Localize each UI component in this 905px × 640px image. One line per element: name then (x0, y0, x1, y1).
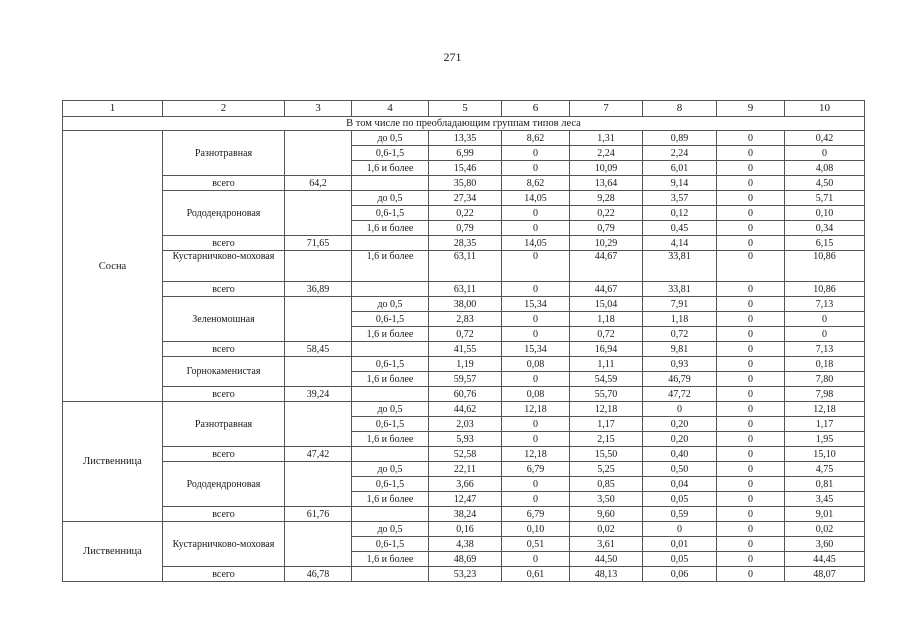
table-cell: 15,34 (502, 297, 570, 312)
table-cell (352, 282, 429, 297)
table-cell: 0 (785, 312, 865, 327)
table-cell: 7,13 (785, 342, 865, 357)
table-cell: 0 (717, 221, 785, 236)
table-cell: 48,69 (429, 552, 502, 567)
table-row (63, 297, 865, 312)
table-cell: 0 (717, 191, 785, 206)
table-cell (285, 357, 352, 387)
species-cell: Лиственница (63, 522, 163, 582)
table-cell: 0,61 (502, 567, 570, 582)
header-cell: 10 (785, 101, 865, 117)
table-cell: 14,05 (502, 191, 570, 206)
table-cell: 44,67 (570, 282, 643, 297)
table-cell: 0,6-1,5 (352, 312, 429, 327)
table-cell: 46,78 (285, 567, 352, 582)
table-cell: 6,15 (785, 236, 865, 251)
table-cell: 0,93 (643, 357, 717, 372)
table-cell: 1,95 (785, 432, 865, 447)
table-cell: 38,24 (429, 507, 502, 522)
table-cell: 63,11 (429, 251, 502, 282)
table-cell: 0 (502, 552, 570, 567)
table-row (63, 522, 865, 537)
table-cell: 0 (717, 176, 785, 191)
total-label: всего (163, 342, 285, 357)
table-cell: до 0,5 (352, 131, 429, 146)
table-cell: 27,34 (429, 191, 502, 206)
table-cell: до 0,5 (352, 297, 429, 312)
table-cell: 2,83 (429, 312, 502, 327)
table-cell (285, 462, 352, 507)
table-cell: 0 (717, 282, 785, 297)
table-cell: 5,71 (785, 191, 865, 206)
table-cell: 4,50 (785, 176, 865, 191)
table-cell: 4,14 (643, 236, 717, 251)
total-label: всего (163, 176, 285, 191)
table-cell: 3,60 (785, 537, 865, 552)
table-cell: 0,6-1,5 (352, 206, 429, 221)
table-cell: 0 (502, 312, 570, 327)
table-cell: 1,6 и более (352, 372, 429, 387)
table-cell: 0,06 (643, 567, 717, 582)
table-cell: 9,01 (785, 507, 865, 522)
forest-type-cell: Кустарничково-моховая (163, 251, 285, 282)
table-cell: 1,17 (570, 417, 643, 432)
table-cell: 0 (717, 342, 785, 357)
table-cell: до 0,5 (352, 402, 429, 417)
table-cell: 0,22 (570, 206, 643, 221)
table-row-total (63, 447, 865, 462)
header-cell: 4 (352, 101, 429, 117)
table-cell: 0 (717, 492, 785, 507)
table-cell (352, 507, 429, 522)
table-cell: 41,55 (429, 342, 502, 357)
table-cell: 0 (717, 567, 785, 582)
table-cell: 0,10 (785, 206, 865, 221)
table-cell: 15,34 (502, 342, 570, 357)
table-cell: 38,00 (429, 297, 502, 312)
table-cell: 6,79 (502, 507, 570, 522)
table-cell: 1,18 (643, 312, 717, 327)
table-cell: 3,61 (570, 537, 643, 552)
table-cell: 0,34 (785, 221, 865, 236)
table-cell (285, 522, 352, 567)
table-cell: 1,31 (570, 131, 643, 146)
table-cell: 6,01 (643, 161, 717, 176)
table-cell: 0,22 (429, 206, 502, 221)
table-cell: 0,01 (643, 537, 717, 552)
table-cell: 0,42 (785, 131, 865, 146)
forest-type-cell: Кустарничково-моховая (163, 522, 285, 567)
table-cell: 71,65 (285, 236, 352, 251)
table-row-total (63, 342, 865, 357)
table-cell: 0 (717, 357, 785, 372)
table-cell: 7,91 (643, 297, 717, 312)
table-cell: 2,24 (643, 146, 717, 161)
table-cell (352, 342, 429, 357)
forest-type-cell: Разнотравная (163, 131, 285, 176)
table-cell: 63,11 (429, 282, 502, 297)
table-cell: 0,10 (502, 522, 570, 537)
forest-types-table (62, 100, 865, 582)
table-cell: 0,72 (429, 327, 502, 342)
table-cell: 7,80 (785, 372, 865, 387)
table-cell: до 0,5 (352, 191, 429, 206)
table-cell: 0 (502, 477, 570, 492)
table-cell: 3,45 (785, 492, 865, 507)
table-cell: 0 (717, 507, 785, 522)
table-cell: 9,28 (570, 191, 643, 206)
table-cell: 64,2 (285, 176, 352, 191)
table-cell (352, 236, 429, 251)
table-cell: 0 (717, 537, 785, 552)
table-cell: 2,03 (429, 417, 502, 432)
table-cell: 7,98 (785, 387, 865, 402)
table-cell: 0,59 (643, 507, 717, 522)
table-cell: 28,35 (429, 236, 502, 251)
table-cell: 0 (502, 492, 570, 507)
table-cell: 0 (785, 327, 865, 342)
table-cell: 0 (717, 522, 785, 537)
table-cell: 1,19 (429, 357, 502, 372)
table-row (63, 357, 865, 372)
table-cell: 0 (502, 282, 570, 297)
table-cell: 0 (502, 221, 570, 236)
table-cell: 3,50 (570, 492, 643, 507)
table-cell: 3,57 (643, 191, 717, 206)
table-cell: 9,14 (643, 176, 717, 191)
table-row (63, 131, 865, 146)
total-label: всего (163, 387, 285, 402)
table-cell: 0,40 (643, 447, 717, 462)
table-cell: 47,42 (285, 447, 352, 462)
table-cell: 0,79 (570, 221, 643, 236)
table-cell: 47,72 (643, 387, 717, 402)
table-cell: 0 (643, 522, 717, 537)
table-cell (352, 387, 429, 402)
table-cell: 0,6-1,5 (352, 537, 429, 552)
table-cell (285, 191, 352, 236)
table-row-total (63, 387, 865, 402)
table-cell: 0,89 (643, 131, 717, 146)
header-cell: 2 (163, 101, 285, 117)
table-cell (352, 447, 429, 462)
table-cell: 0 (717, 417, 785, 432)
table-cell: 12,18 (502, 402, 570, 417)
table-cell: 8,62 (502, 131, 570, 146)
table-cell: 0 (717, 447, 785, 462)
table-cell: 0,05 (643, 492, 717, 507)
table-cell: 1,6 и более (352, 552, 429, 567)
table-row (63, 191, 865, 206)
table-cell: 0,05 (643, 552, 717, 567)
table-cell: 0 (717, 462, 785, 477)
table-cell: 0 (502, 251, 570, 282)
table-row-total (63, 507, 865, 522)
table-cell: 1,17 (785, 417, 865, 432)
table-row (63, 251, 865, 282)
table-row (63, 402, 865, 417)
table-row-total (63, 567, 865, 582)
species-cell: Лиственница (63, 402, 163, 522)
table-cell: 0,6-1,5 (352, 146, 429, 161)
table-cell: 61,76 (285, 507, 352, 522)
table-cell: 0 (717, 552, 785, 567)
table-cell: 0 (502, 417, 570, 432)
table-cell: 2,15 (570, 432, 643, 447)
table-cell: 0 (717, 402, 785, 417)
table-cell: 0 (502, 432, 570, 447)
forest-type-cell: Рододендроновая (163, 462, 285, 507)
table-cell: 5,25 (570, 462, 643, 477)
table-cell: 44,50 (570, 552, 643, 567)
table-cell: 0,6-1,5 (352, 417, 429, 432)
table-cell: 16,94 (570, 342, 643, 357)
forest-type-cell: Рододендроновая (163, 191, 285, 236)
table-cell: 59,57 (429, 372, 502, 387)
table-cell: 1,6 и более (352, 492, 429, 507)
table-cell: 0 (502, 206, 570, 221)
table-cell (285, 251, 352, 282)
table-row (63, 462, 865, 477)
table-cell: 4,38 (429, 537, 502, 552)
table-cell: 0,6-1,5 (352, 357, 429, 372)
header-cell: 1 (63, 101, 163, 117)
table-cell: 0 (717, 432, 785, 447)
table-cell: 0,08 (502, 357, 570, 372)
forest-type-cell: Горнокаменистая (163, 357, 285, 387)
table-cell: 9,81 (643, 342, 717, 357)
table-cell: 13,35 (429, 131, 502, 146)
table-cell: 12,47 (429, 492, 502, 507)
header-cell: 8 (643, 101, 717, 117)
table-cell: 4,08 (785, 161, 865, 176)
table-cell: 6,79 (502, 462, 570, 477)
table-cell: 22,11 (429, 462, 502, 477)
table-cell: 44,67 (570, 251, 643, 282)
table-cell: 0,02 (785, 522, 865, 537)
table-cell: 0 (717, 387, 785, 402)
table-cell: 9,60 (570, 507, 643, 522)
table-cell: 46,79 (643, 372, 717, 387)
total-label: всего (163, 507, 285, 522)
table-cell: 3,66 (429, 477, 502, 492)
table-row-total (63, 176, 865, 191)
table-cell: 12,18 (502, 447, 570, 462)
table-row-total (63, 282, 865, 297)
table-cell: 1,6 и более (352, 161, 429, 176)
table-cell: 60,76 (429, 387, 502, 402)
table-cell: 1,18 (570, 312, 643, 327)
table-cell: 14,05 (502, 236, 570, 251)
table-cell: 0,20 (643, 417, 717, 432)
table-cell: 0 (717, 206, 785, 221)
table-cell: 0 (717, 236, 785, 251)
table-cell: 48,13 (570, 567, 643, 582)
table-cell: 1,6 и более (352, 327, 429, 342)
table-cell (285, 131, 352, 176)
forest-type-cell: Зеленомошная (163, 297, 285, 342)
total-label: всего (163, 447, 285, 462)
table-cell: 0,02 (570, 522, 643, 537)
table-cell: 10,86 (785, 282, 865, 297)
species-cell: Сосна (63, 131, 163, 402)
table-cell: 1,6 и более (352, 251, 429, 282)
table-cell: 2,24 (570, 146, 643, 161)
table-cell: 0 (785, 146, 865, 161)
table-cell: 36,89 (285, 282, 352, 297)
table-cell: 33,81 (643, 282, 717, 297)
table-cell: 10,86 (785, 251, 865, 282)
header-cell: 9 (717, 101, 785, 117)
table-cell: 33,81 (643, 251, 717, 282)
table-cell: 0,16 (429, 522, 502, 537)
table-cell: 48,07 (785, 567, 865, 582)
table-cell: 54,59 (570, 372, 643, 387)
table-cell: 0,45 (643, 221, 717, 236)
table-cell: 10,29 (570, 236, 643, 251)
table-cell: 58,45 (285, 342, 352, 357)
table-caption-row (63, 117, 865, 131)
table-cell: 0,04 (643, 477, 717, 492)
table-cell: 0 (717, 131, 785, 146)
table-cell: 44,45 (785, 552, 865, 567)
table-cell: 0,72 (643, 327, 717, 342)
table-cell: 39,24 (285, 387, 352, 402)
table-cell: 15,10 (785, 447, 865, 462)
table-cell: 0 (502, 372, 570, 387)
table-cell: 0,51 (502, 537, 570, 552)
forest-type-cell: Разнотравная (163, 402, 285, 447)
table-cell: 12,18 (570, 402, 643, 417)
table-cell: 0 (717, 297, 785, 312)
table-cell: 0,81 (785, 477, 865, 492)
table-cell: 0,12 (643, 206, 717, 221)
table-cell: 15,04 (570, 297, 643, 312)
table-cell: до 0,5 (352, 522, 429, 537)
table-cell: 55,70 (570, 387, 643, 402)
table-cell: 0,85 (570, 477, 643, 492)
table-cell: 6,99 (429, 146, 502, 161)
table-cell: 5,93 (429, 432, 502, 447)
total-label: всего (163, 567, 285, 582)
table-cell: 8,62 (502, 176, 570, 191)
table-cell (352, 567, 429, 582)
table-cell: 0,72 (570, 327, 643, 342)
table-cell: 15,46 (429, 161, 502, 176)
table-cell: 1,6 и более (352, 432, 429, 447)
table-cell: 1,6 и более (352, 221, 429, 236)
table-cell: до 0,5 (352, 462, 429, 477)
table-row-total (63, 236, 865, 251)
table-cell: 52,58 (429, 447, 502, 462)
table-cell: 0 (502, 161, 570, 176)
table-cell: 0 (717, 312, 785, 327)
table-cell: 7,13 (785, 297, 865, 312)
table-cell: 0,20 (643, 432, 717, 447)
total-label: всего (163, 236, 285, 251)
table-cell (285, 297, 352, 342)
header-cell: 6 (502, 101, 570, 117)
table-cell: 53,23 (429, 567, 502, 582)
table-cell: 0,6-1,5 (352, 477, 429, 492)
header-cell: 3 (285, 101, 352, 117)
table-cell: 0,79 (429, 221, 502, 236)
table-cell: 0 (502, 327, 570, 342)
table-cell: 0 (717, 161, 785, 176)
table-cell: 0,50 (643, 462, 717, 477)
total-label: всего (163, 282, 285, 297)
table-cell: 0,18 (785, 357, 865, 372)
table-caption: В том числе по преобладающим группам типов леса (63, 117, 865, 131)
table-cell: 0 (717, 146, 785, 161)
header-cell: 7 (570, 101, 643, 117)
table-header-row (63, 101, 865, 117)
table-cell: 0 (717, 251, 785, 282)
table-cell: 0 (717, 372, 785, 387)
page-number: 271 (443, 50, 462, 64)
table-cell: 4,75 (785, 462, 865, 477)
table-cell: 15,50 (570, 447, 643, 462)
table-cell: 35,80 (429, 176, 502, 191)
table-cell: 0 (717, 327, 785, 342)
table-cell: 13,64 (570, 176, 643, 191)
table-cell: 0,08 (502, 387, 570, 402)
table-cell (352, 176, 429, 191)
table-cell: 0 (717, 477, 785, 492)
table-cell: 12,18 (785, 402, 865, 417)
table-cell: 44,62 (429, 402, 502, 417)
table-cell: 0 (502, 146, 570, 161)
table-cell: 0 (643, 402, 717, 417)
header-cell: 5 (429, 101, 502, 117)
table-cell: 10,09 (570, 161, 643, 176)
table-cell: 1,11 (570, 357, 643, 372)
table-cell (285, 402, 352, 447)
